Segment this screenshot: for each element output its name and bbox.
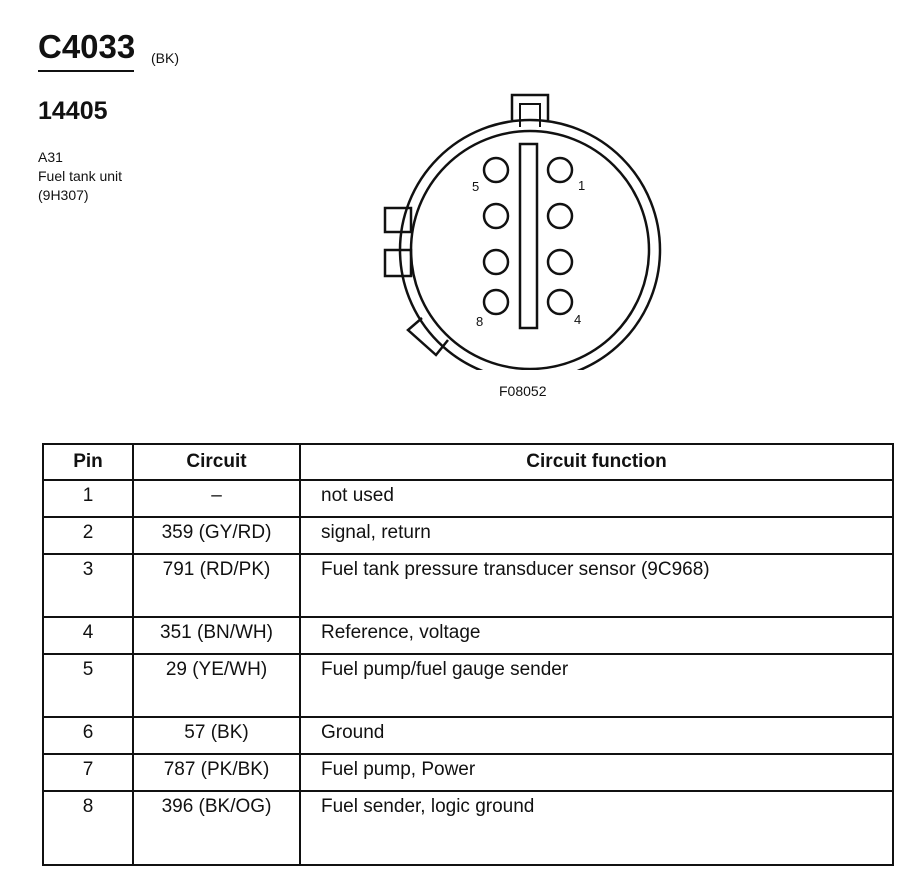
cell-circuit: 57 (BK) [133,717,300,754]
table-row [43,554,893,617]
table-row [43,717,893,754]
connector-center-divider [520,144,537,328]
pin-label-8: 8 [476,314,484,329]
header-circuit: Circuit [133,444,300,480]
cell-pin: 6 [43,717,133,754]
table-row [43,754,893,791]
connector-top-key-inner [520,104,540,127]
table-row [43,654,893,717]
terminal-5 [484,158,508,182]
cell-circuit: – [133,480,300,517]
component-ref: (9H307) [38,187,89,203]
cell-pin: 8 [43,791,133,865]
cell-circuit: 359 (GY/RD) [133,517,300,554]
connector-side-tab-lower [385,250,411,276]
figure-id: F08052 [499,383,547,399]
cell-function: Fuel pump, Power [300,754,893,791]
connector-id-underline [38,70,134,72]
cell-pin: 4 [43,617,133,654]
terminal-8 [484,290,508,314]
cell-pin: 2 [43,517,133,554]
cell-circuit: 351 (BN/WH) [133,617,300,654]
cell-function: Ground [300,717,893,754]
cell-function: Fuel tank pressure transducer sensor (9C968) [300,554,893,617]
pin-table [42,443,894,866]
terminal-2 [548,204,572,228]
component-name: Fuel tank unit [38,168,123,184]
pin-label-5: 5 [472,179,480,194]
header-pin: Pin [43,444,133,480]
connector-outer-shell [400,120,660,370]
terminal-7 [484,250,508,274]
cell-pin: 7 [43,754,133,791]
table-row [43,480,893,517]
pin-label-4: 4 [574,312,582,327]
cell-function: signal, return [300,517,893,554]
location-block [38,148,122,205]
cell-pin: 3 [43,554,133,617]
terminal-3 [548,250,572,274]
location-code: A31 [38,149,63,165]
connector-inner-shell [411,131,649,369]
connector-latch-notch [408,318,448,355]
cell-function: Fuel pump/fuel gauge sender [300,654,893,717]
terminal-6 [484,204,508,228]
cell-pin: 5 [43,654,133,717]
cell-circuit: 791 (RD/PK) [133,554,300,617]
connector-id: C4033 [38,28,136,65]
table-row [43,517,893,554]
connector-face-diagram [370,90,690,370]
table-header-row [43,444,893,480]
cell-function: not used [300,480,893,517]
connector-color: (BK) [151,50,179,66]
cell-pin: 1 [43,480,133,517]
cell-circuit: 787 (PK/BK) [133,754,300,791]
cell-circuit: 396 (BK/OG) [133,791,300,865]
pin-label-1: 1 [578,178,586,193]
table-row [43,791,893,865]
cell-function: Reference, voltage [300,617,893,654]
terminal-1 [548,158,572,182]
cell-function: Fuel sender, logic ground [300,791,893,865]
header-function: Circuit function [300,444,893,480]
terminal-4 [548,290,572,314]
table-row [43,617,893,654]
part-number: 14405 [38,97,108,125]
connector-top-key [512,95,548,120]
cell-circuit: 29 (YE/WH) [133,654,300,717]
